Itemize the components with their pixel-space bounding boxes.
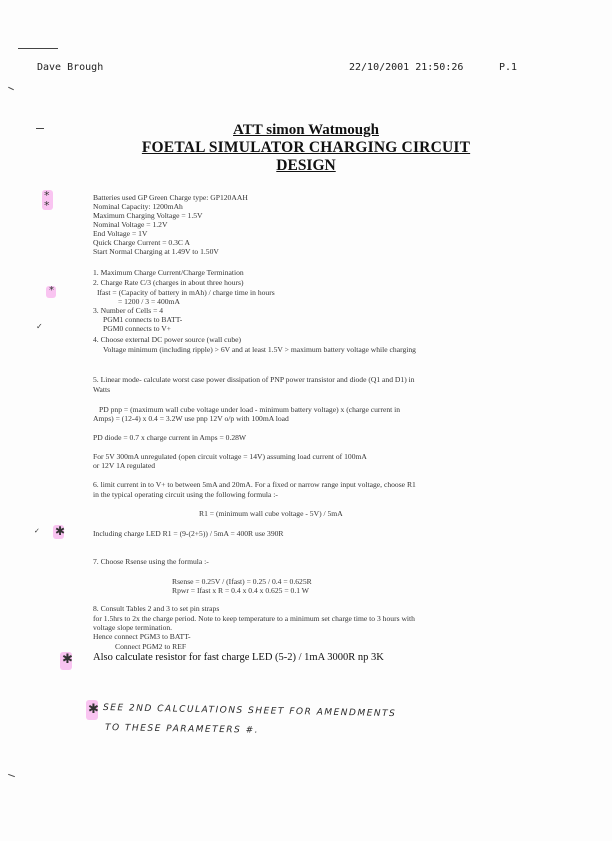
section5-line: 5. Linear mode- calculate worst case power dissipation of PNP power transistor and diode (Q1 and D1) in [93, 375, 415, 384]
section7-line: 7. Choose Rsense using the formula :- [93, 557, 209, 566]
section5-line: PD pnp = (maximum wall cube voltage under load - minimum battery voltage) x (charge current in [99, 405, 401, 414]
spec-line: Start Normal Charging at 1.49V to 1.50V [93, 247, 219, 256]
section8-line: Hence connect PGM3 to BATT- [93, 632, 191, 641]
section8-line: Connect PGM2 to REF [115, 642, 187, 651]
step-line: 2. Charge Rate C/3 (charges in about three hours) [93, 278, 244, 287]
section5-line: PD diode = 0.7 x charge current in Amps = 0.28W [93, 433, 247, 442]
spec-line: End Voltage = 1V [93, 229, 148, 238]
step-line: 1. Maximum Charge Current/Charge Termination [93, 268, 244, 277]
check-mark: ✓ [36, 322, 43, 331]
star-mark: ✱ [88, 702, 99, 717]
fax-datetime: 22/10/2001 21:50:26 [349, 62, 464, 73]
section7-formula: Rpwr = Ifast x R = 0.4 x 0.4 x 0.625 = 0.1 W [172, 586, 309, 595]
section5-line: or 12V 1A regulated [93, 461, 156, 470]
document-title-main: FOETAL SIMULATOR CHARGING CIRCUIT [141, 139, 471, 156]
step-line: 3. Number of Cells = 4 [93, 306, 164, 315]
handwritten-note-line: SEE 2ND CALCULATIONS SHEET FOR AMENDMENTS [102, 703, 397, 720]
section5-line: Watts [93, 385, 111, 394]
section6-line: 6. limit current in to V+ to between 5mA and 20mA. For a fixed or narrow range input voltage, choose R1 [93, 480, 416, 489]
spec-line: Batteries used GP Green Charge type: GP120AAH [93, 193, 248, 202]
scan-mark [8, 774, 15, 777]
document-title-design: DESIGN [276, 157, 336, 174]
section5-line: For 5V 300mA unregulated (open circuit voltage = 14V) assuming load current of 100mA [93, 452, 367, 461]
check-mark: ✓ [34, 527, 40, 535]
section6-line: in the typical operating circuit using the following formula :- [93, 490, 278, 499]
scan-mark [18, 48, 58, 49]
spec-line: Maximum Charging Voltage = 1.5V [93, 211, 203, 220]
step-line: PGM1 connects to BATT- [103, 315, 183, 324]
handwritten-note-line: TO THESE PARAMETERS #. [104, 723, 260, 736]
step-line: = 1200 / 3 = 400mA [118, 297, 180, 306]
asterisk-mark: * [44, 199, 50, 212]
step-line: 4. Choose external DC power source (wall cube) [93, 335, 242, 344]
section8-line: voltage slope termination. [93, 623, 173, 632]
asterisk-mark: * [44, 189, 50, 202]
spec-line: Quick Charge Current = 0.3C A [93, 238, 190, 247]
fast-charge-led-line: Also calculate resistor for fast charge LED (5-2) / 1mA 3000R np 3K [93, 652, 384, 663]
spec-line: Nominal Capacity: 1200mAh [93, 202, 183, 211]
star-mark: ✱ [62, 652, 73, 667]
section6-line: Including charge LED R1 = (9-(2+5)) / 5mA = 400R use 390R [93, 529, 284, 538]
spec-line: Nominal Voltage = 1.2V [93, 220, 168, 229]
section8-line: for 1.5hrs to 2x the charge period. Note to keep temperature to a minimum set charge time to 3 hours with [93, 614, 415, 623]
asterisk-mark: * [49, 285, 54, 296]
step-line: Voltage minimum (including ripple) > 6V and at least 1.5V > maximum battery voltage while charging [103, 345, 416, 354]
section8-line: 8. Consult Tables 2 and 3 to set pin straps [93, 604, 220, 613]
step-line: PGM0 connects to V+ [103, 324, 172, 333]
section7-formula: Rsense = 0.25V / (Ifast) = 0.25 / 0.4 = 0.625R [172, 577, 312, 586]
fax-page-number: P.1 [499, 62, 518, 73]
fax-sender: Dave Brough [37, 62, 104, 73]
scan-mark [8, 87, 14, 90]
step-line: Ifast = (Capacity of battery in mAh) / charge time in hours [97, 288, 275, 297]
star-mark: ✱ [55, 524, 66, 538]
section6-formula: R1 = (minimum wall cube voltage - 5V) / 5mA [199, 509, 343, 518]
section5-line: Amps) = (12-4) x 0.4 = 3.2W use pnp 12V o/p with 100mA load [93, 414, 289, 423]
document-title-attention: ATT simon Watmough [233, 122, 379, 138]
